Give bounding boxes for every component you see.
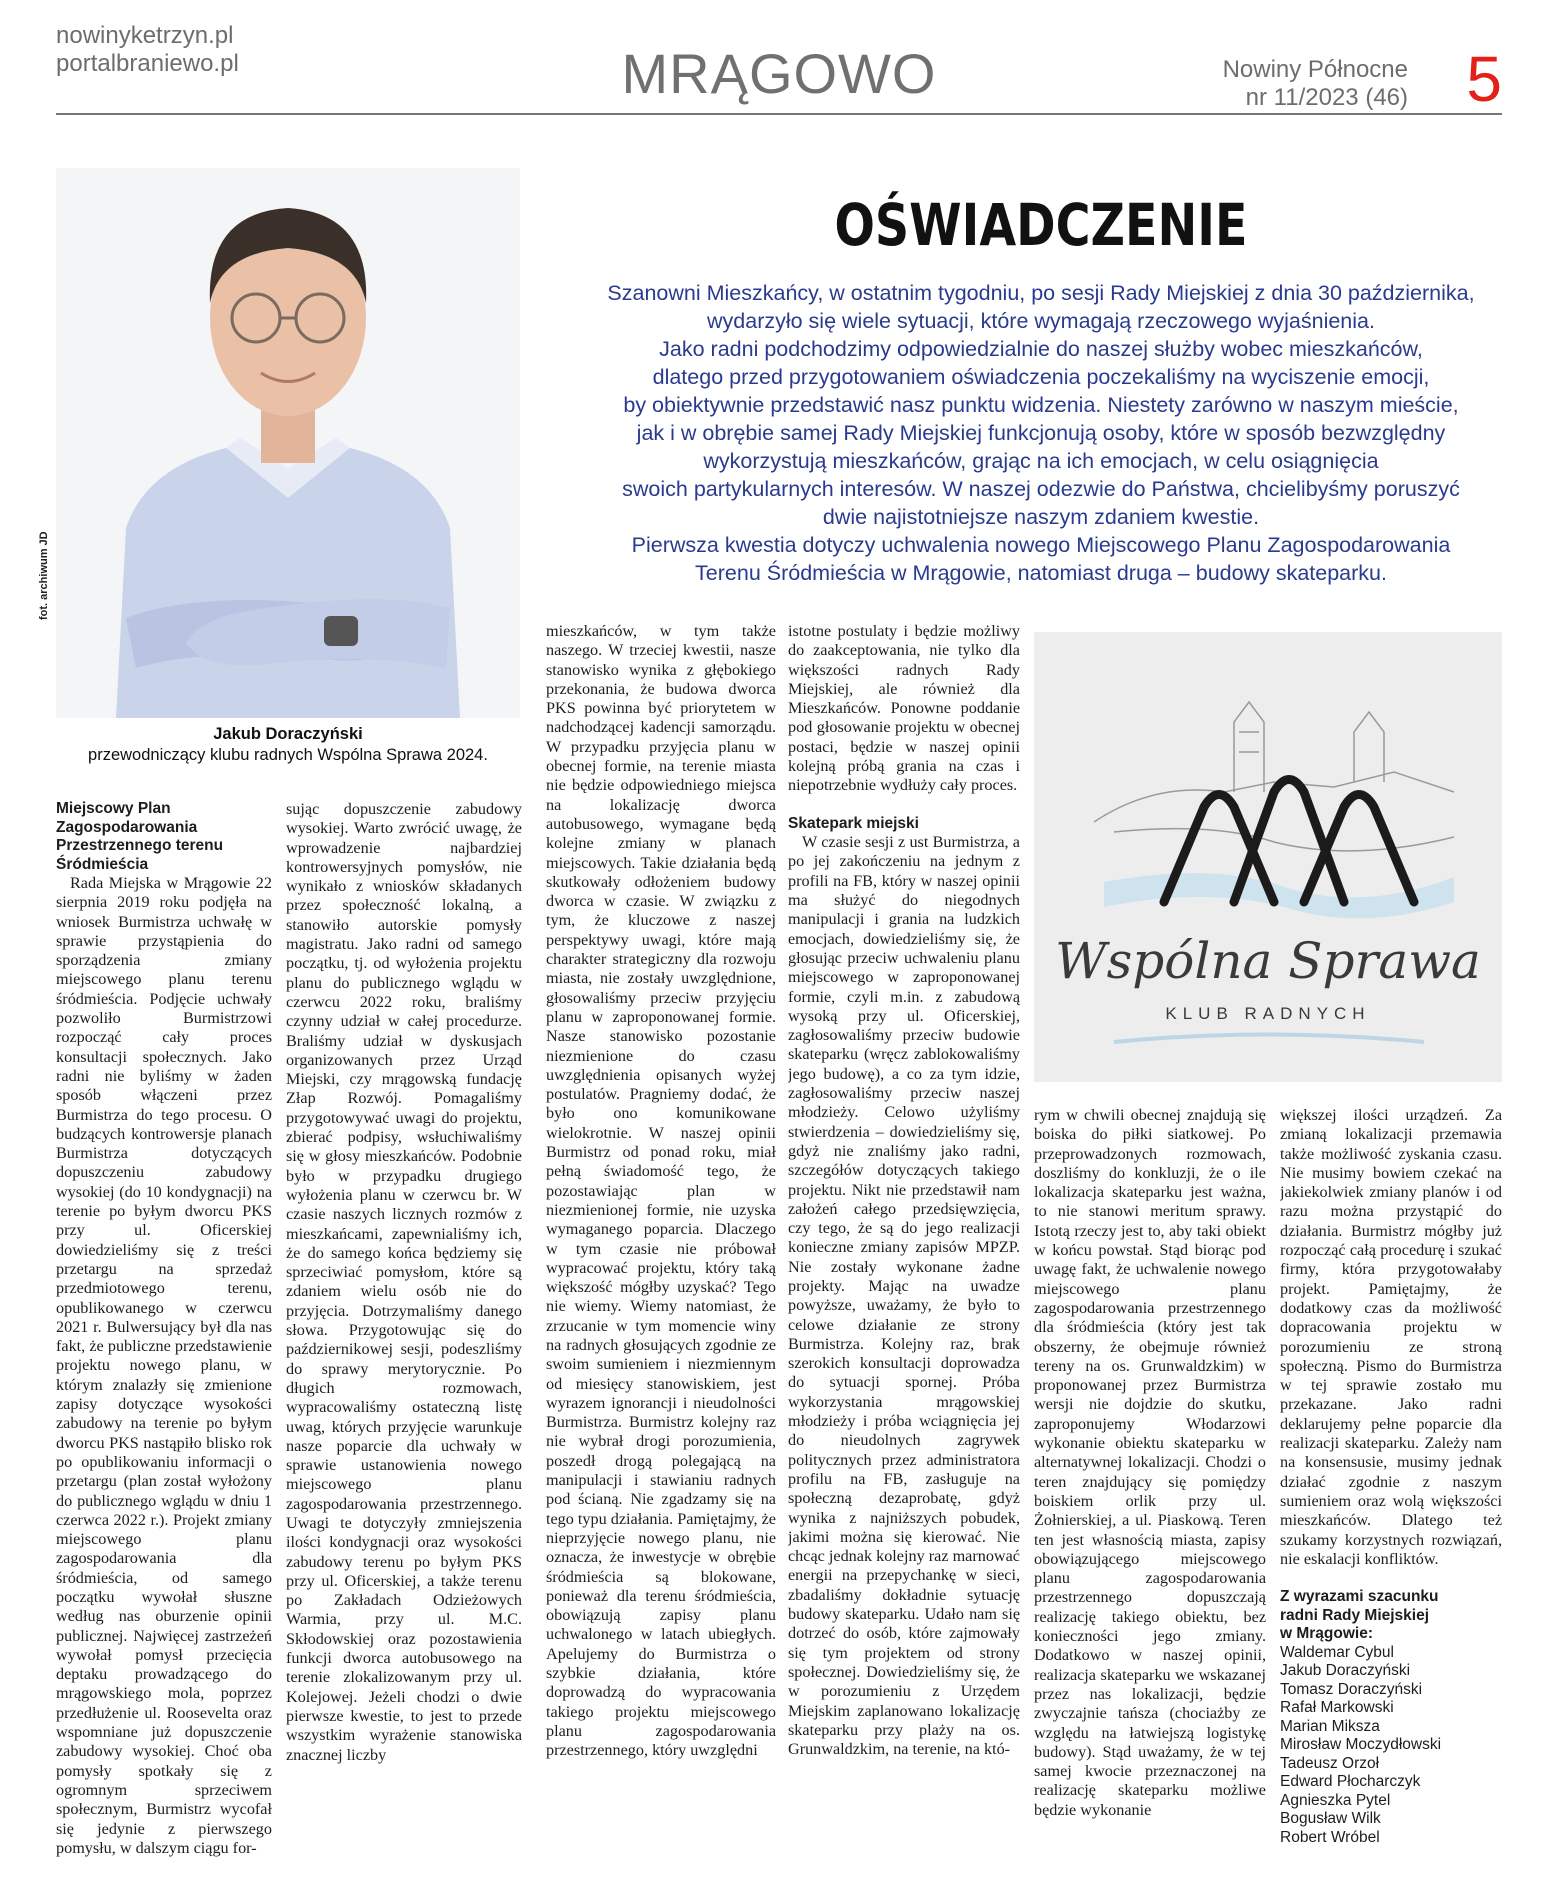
body-text: większej ilości urządzeń. Za zmianą lokalizacji przemawia także możliwość zyskania czasu. Nie musimy bowiem czekać na jakiekolwiek zmiany planów i od razu można przystąpić do działania. Burmistrz mógłby już rozpocząć całą procedurę i szukać firmy, która przygotowałaby projekt. Pamiętajmy, że dodatkowy czas da możliwość dopracowania projektu w porozumieniu ze stroną społeczną. Pismo do Burmistrza w tej sprawie zostało mu przekazane. Jako radni deklarujemy pełne poparcie dla realizacji skateparku. Zależy nam na konsensusie, musimy jednak działać zgodnie z naszym sumieniem oraz wolą większości mieszkańców. Dlatego też szukamy korzystnych rozwiązań, nie eskalacji konfliktów. [1280,1106,1502,1568]
signer-name: Agnieszka Pytel [1280,1791,1391,1809]
lead-line: by obiektywnie przedstawić nasz punktu widzenia. Niestety zarówno w naszym mieście, [623,393,1459,417]
logo-wordmark: Wspólna Sprawa [1055,932,1481,990]
photo-credit: fot. archiwum JD [38,531,50,620]
article-lead [580,279,1502,587]
lead-line: wydarzyło się wiele sytuacji, które wymagają rzeczowego wyjaśnienia. [707,309,1375,333]
signer-name: Mirosław Moczydłowski [1280,1736,1442,1754]
signer-name: Tadeusz Orzoł [1280,1754,1380,1772]
lead-line: jak i w obrębie samej Rady Miejskiej funkcjonują osoby, które w sposób bezwzględny [636,421,1446,445]
body-text: rym w chwili obecnej znajdują się boiska do piłki siatkowej. Po przeprowadzonych rozmowach, doszliśmy do konkluzji, że o ile lokalizacja skateparku jest ważna, to nie stanowi meritum sprawy. Istotą rzeczy jest to, aby taki obiekt w końcu powstał. Stąd biorąc pod uwagę fakt, że uchwalenie nowego miejscowego planu zagospodarowania przestrzennego dla śródmieścia (który jest tak obszerny, że obejmuje również tereny na os. Grunwaldzkim) w proponowanej przez Burmistrza wersji nie dojdzie do skutku, zaproponujemy Włodarzowi wykonanie obiektu skateparku w alternatywnej lokalizacji. Chodzi o teren znajdujący się pomiędzy boiskiem orlik przy ul. Żołnierskiej, a ul. Piaskową. Teren ten jest własnością miasta, zapisy obowiązującego miejscowego planu zagospodarowania przestrzennego dopuszczają realizację takiego obiektu, bez konieczności jego zmiany. Dodatkowo w naszej opinii, realizacja skateparku we wskazanej przez nas lokalizacji, będzie zwyczajnie tańsza (chociażby ze względu na łatwiejszą logistykę budowy). Stąd uważamy, że w tej samej kwocie przeznaczonej na realizację skateparku możliwe będzie wykonanie [1034,1106,1266,1819]
page-number: 5 [1466,43,1502,115]
lead-line: dwie najistotniejsze naszym zdaniem kwestie. [822,505,1260,529]
header-divider [56,113,1502,115]
subhead-plan: Miejscowy Plan Zagospodarowania Przestrzennego terenu Śródmieścia [56,800,224,873]
caption-name: Jakub Doraczyński [213,725,363,743]
signer-name: Jakub Doraczyński [1280,1662,1411,1680]
issue-info [1223,56,1408,112]
lead-line: Jako radni podchodzimy odpowiedzialnie do naszej służby wobec mieszkańców, [659,337,1423,361]
signer-name: Marian Miksza [1280,1717,1380,1735]
article-title: OŚWIADCZENIE [834,191,1248,259]
body-column-6 [1280,1106,1502,1860]
subhead-skatepark: Skatepark miejski [788,814,919,832]
signer-name: Rafał Markowski [1280,1699,1394,1717]
body-column-3 [546,622,776,1860]
body-text: istotne postulaty i będzie możliwy do zaakceptowania, nie tylko dla większości radnych Rady Miejskiej, ale również dla Mieszkańców. Ponowne poddanie pod głosowanie projektu w obecnej postaci, będzie w naszej opinii kolejną próbą grania na czas i niepotrzebnie wydłuży cały proces. [788,622,1020,795]
signer-name: Edward Płocharczyk [1280,1773,1421,1791]
signer-name: Robert Wróbel [1280,1828,1380,1846]
signer-name: Waldemar Cybul [1280,1643,1394,1661]
portrait-photo [56,168,520,718]
body-column-2 [286,800,522,1860]
lead-line: Terenu Śródmieścia w Mrągowie, natomiast druga – budowy skateparku. [695,561,1387,585]
body-text: W czasie sesji z ust Burmistrza, a po jej zakończeniu na jednym z profili na FB, który w naszej opinii ma służyć do niegodnych manipulacji i grania na ludzkich emocjach, dowiedzieliśmy się, że głosując przeciw uchwaleniu planu miejscowego w zaproponowanej formie, czyli m.in. z zabudową wysoką przy ul. Oficerskiej, zagłosowaliśmy przeciw budowie skateparku (wręcz zablokowaliśmy jego budowę), a co za tym idzie, zagłosowaliśmy przeciw naszej młodzieży. Celowo użyliśmy stwierdzenia – dowiedzieliśmy się, gdyż nie znaliśmy jako radni, szczegółów dotyczących takiego projektu. Nikt nie przedstawił nam założeń całego przedsięwzięcia, czy tego, że są do jego realizacji konieczne zmiany zapisów MPZP. Nie zostały wykonane żadne projekty. Mając na uwadze powyższe, uważamy, że było to celowe działanie ze strony Burmistrza. Kolejny raz, brak szerokich konsultacji doprowadza do sytuacji spornej. Próba wykorzystania mrągowskiej młodzieży i próba wciągnięcia jej do nieudolnych zagrywek politycznych przez administratora profilu na FB, zasługuje na społeczną dezaprobatę, gdyż wynika z najniższych pobudek, jakimi można się kierować. Nie chcąc jednak kolejny raz marnować energii na przepychankę w sieci, zbadaliśmy dokładnie sytuację budowy skateparku. Udało nam się dotrzeć do osób, które zajmowały się tym projektem od strony społecznej. Dowiedzieliśmy się, że w porozumieniu z Urzędem Miejskim zaplanowano lokalizację skateparku przy plaży na os. Grunwaldzkim, na terenie, na któ- [788,833,1020,1759]
logo-subtitle: KLUB RADNYCH [1165,1004,1371,1023]
lead-line: Pierwsza kwestia dotyczy uchwalenia nowego Miejscowego Planu Zagospodarowania [631,533,1451,557]
site-link-nowinyketrzyn[interactable]: nowinyketrzyn.pl [56,22,234,49]
lead-line: dlatego przed przygotowaniem oświadczenia poczekaliśmy na wyciszenie emocji, [652,365,1430,389]
body-column-5 [1034,1106,1266,1860]
section-title: MRĄGOWO [621,42,937,105]
paper-name: Nowiny Północne [1222,56,1408,83]
body-column-4 [788,622,1020,1860]
club-logo [1034,632,1502,1082]
body-column-1 [56,800,272,1860]
body-text: mieszkańców, w tym także naszego. W trzeciej kwestii, nasze stanowisko wynika z głębokiego przekonania, że budowa dworca PKS powinna być priorytetem w nadchodzącej kadencji samorządu. W przypadku przyjęcia planu w obecnej formie, na terenie miasta nie będzie odpowiedniego miejsca na lokalizację dworca autobusowego, wymagane będą kolejne zmiany w planach miejscowych. Takie działania będą skutkowały odłożeniem budowy dworca w czasie. W związku z tym, że kluczowe z naszej perspektywy uwagi, które mają charakter strategiczny dla rozwoju miasta, nie zostały uwzględnione, głosowaliśmy przeciw przyjęciu planu w zaproponowanej formie. Nasze stanowisko pozostanie niezmienione do czasu uwzględnienia opisanych wyżej postulatów. Pragniemy dodać, że było ono komunikowane wielokrotnie. W naszej opinii Burmistrz od ponad roku, miał pełną świadomość tego, że pozostawiając plan w niezmienionej formie, nie uzyska wymaganego poparcia. Dlaczego w tym czasie nie próbował wypracować projektu, który taką większość mógłby uzyskać? Tego nie wiemy. Wiemy natomiast, że zrzucanie w tym momencie winy na radnych głosujących zgodnie ze swoim sumieniem i niezmiennym od miesięcy stanowiskiem, jest wyrazem ignorancji i nieudolności Burmistrza. Burmistrz kolejny raz nie wybrał drogi porozumienia, poszedł drogą polegającą na manipulacji i stawianiu radnych pod ścianą. Nie zgadzamy się na tego typu działania. Pamiętajmy, że nieprzyjęcie nowego planu, nie oznacza, że inwestycje w obrębie śródmieścia są blokowane, ponieważ dla terenu śródmieścia, obowiązują zapisy planu uchwalonego w latach ubiegłych. Apelujemy do Burmistrza o szybkie działania, które doprowadzą do wypracowania takiego projektu miejscowego planu zagospodarowania przestrzennego, który uwzględni [546,622,776,1760]
lead-line: swoich partykularnych interesów. W naszej odezwie do Państwa, chcielibyśmy poruszyć [622,477,1460,501]
body-text: sując dopuszczenie zabudowy wysokiej. Warto zwrócić uwagę, że wprowadzenie najbardziej kontrowersyjnych pomysłów, nie wynikało z wniosków składanych przez społeczność lokalną, a stanowiło autorskie pomysły magistratu. Jako radni od samego początku, tj. od wyłożenia projektu planu do publicznego wglądu w czerwcu 2022 roku, braliśmy czynny udział w całej procedurze. Braliśmy udział w dyskusjach organizowanych przez Urząd Miejski, czy mrągowską fundację Złap Rozwój. Pomagaliśmy przygotowywać uwagi do projektu, zbierać podpisy, wsłuchiwaliśmy się w głosy mieszkańców. Podobnie było w przypadku drugiego wyłożenia planu w czerwcu br. W czasie naszych licznych rozmów z mieszkańcami, zapewnialiśmy ich, że do samego końca będziemy się sprzeciwiać pomysłom, które są zdaniem wielu osób nie do przyjęcia. Dotrzymaliśmy danego słowa. Przygotowując się do październikowej sesji, podeszliśmy do sprawy merytorycznie. Po długich rozmowach, wypracowaliśmy ostateczną listę uwag, których przyjęcie warunkuje nasze poparcie dla uchwały w sprawie ustanowienia nowego miejscowego planu zagospodarowania przestrzennego. Uwagi te dotyczyły zmniejszenia ilości kondygnacji oraz wysokości zabudowy terenu po byłym PKS przy ul. Oficerskiej, a także terenu po Zakładach Odzieżowych Warmia, przy ul. M.C. Skłodowskiej oraz pozostawienia funkcji dworca autobusowego na terenie zlokalizowanym przy ul. Kolejowej. Jeżeli chodzi o dwie pierwsze kwestie, to jest to przede wszystkim wyrażenie stanowiska znacznej liczby [286,800,522,1764]
signer-name: Tomasz Doraczyński [1280,1680,1423,1698]
site-link-portalbraniewo[interactable]: portalbraniewo.pl [56,50,239,77]
photo-caption [56,724,520,766]
signoff-heading: radni Rady Miejskiej [1280,1606,1430,1624]
signoff-heading: w Mrągowie: [1280,1625,1374,1643]
caption-role: przewodniczący klubu radnych Wspólna Sprawa 2024. [88,746,488,764]
signer-name: Bogusław Wilk [1280,1810,1381,1828]
lead-line: wykorzystują mieszkańców, grając na ich emocjach, w celu osiągnięcia [703,449,1379,473]
portrait-illustration [56,168,520,718]
body-text: Rada Miejska w Mrągowie 22 sierpnia 2019 roku podjęła na wniosek Burmistrza uchwałę w sprawie przystąpienia do sporządzenia zmiany miejscowego planu terenu śródmieścia. Podjęcie uchwały pozwoliło Burmistrzowi rozpocząć cały proces konsultacji społecznych. Jako radni nie byliśmy w żaden sposób włączeni przez Burmistrza do tego procesu. O budzących kontrowersje planach Burmistrza dotyczących dopuszczeniu zabudowy wysokiej (do 10 kondygnacji) na terenie po byłym dworcu PKS przy ul. Oficerskiej dowiedzieliśmy się z treści przetargu na sprzedaż przedmiotowego terenu, opublikowanego w czerwcu 2021 r. Bulwersujący był dla nas fakt, że publiczne przedstawienie projektu nowego planu, w którym znalazły się zmienione zapisy dotyczące wysokości zabudowy na terenie po byłym dworcu PKS nastąpiło blisko rok po opublikowaniu informacji o przetargu (plan został wyłożony do publicznego wglądu w dniu 1 czerwca 2022 r.). Projekt zmiany miejscowego planu zagospodarowania dla śródmieścia, od samego początku wywołał słuszne według nas oburzenie opinii publicznej. Najwięcej zastrzeżeń wywołał pomysł przecięcia deptaku prowadzącego do mrągowskiego mola, poprzez przedłużenie ul. Roosevelta oraz wspomniane już dopuszczenie zabudowy wysokiej. Choć oba pomysły spotkały się z ogromnym sprzeciwem społecznym, Burmistrz wycofał się jedynie z pierwszego pomysłu, w dalszym ciągu for- [56,874,272,1857]
signoff-heading: Z wyrazami szacunku [1280,1588,1439,1606]
lead-line: Szanowni Mieszkańcy, w ostatnim tygodniu, po sesji Rady Miejskiej z dnia 30 października, [607,281,1475,305]
issue-number: nr 11/2023 (46) [1245,84,1408,111]
signoff-block [1280,1588,1502,1847]
